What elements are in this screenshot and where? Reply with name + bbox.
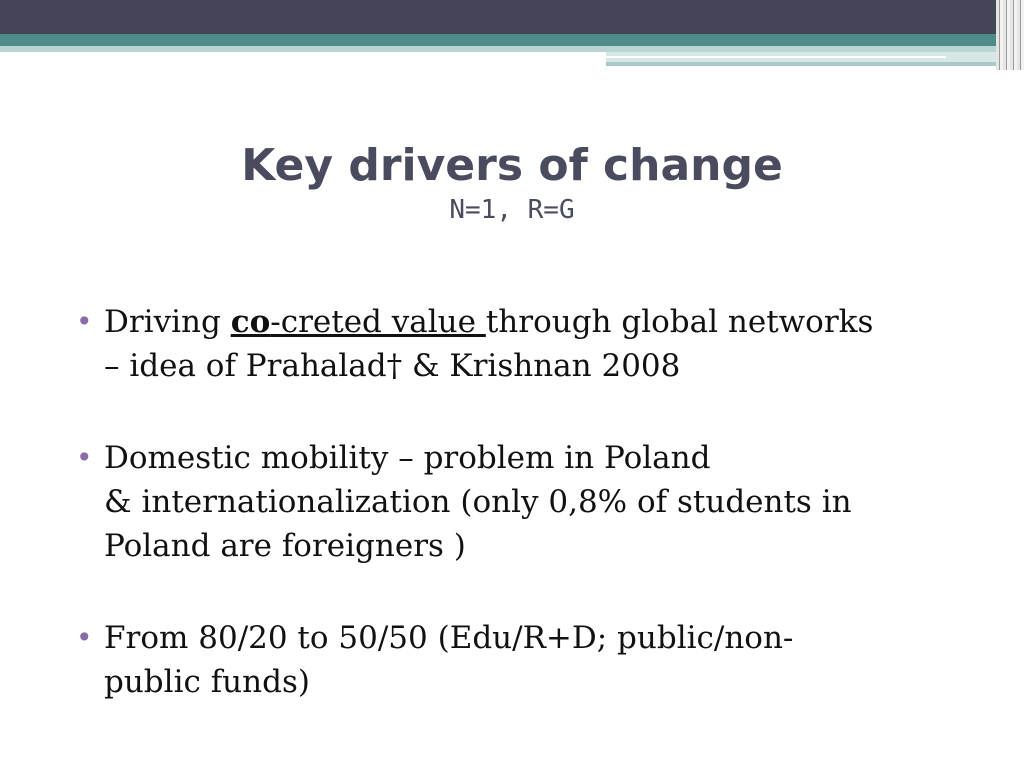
bullet-text-bold-underlined: co: [230, 304, 271, 340]
header-accent-line-lower: [606, 62, 1000, 66]
bullet-text: Driving: [104, 304, 231, 340]
bullet-text: – idea of Prahalad† & Krishnan 2008: [104, 348, 681, 384]
bullet-text: Domestic mobility – problem in Poland: [104, 440, 711, 476]
title-block: [0, 140, 1024, 228]
bullet-text: From 80/20 to 50/50 (Edu/R+D; public/non-: [104, 620, 794, 656]
bullet-text: & internationalization (only 0,8% of students in: [104, 484, 852, 520]
bullet-icon: •: [76, 305, 93, 338]
header-dark-band: [0, 0, 1024, 34]
bullet-text: through global networks: [485, 304, 874, 340]
slide-subtitle: N=1, R=G: [449, 195, 575, 225]
header-teal-band: [0, 34, 1024, 46]
header-accent-line-highlight: [606, 56, 946, 58]
bullet-text: public funds): [104, 664, 310, 700]
bullet-item: [72, 436, 972, 568]
bullet-list: [72, 300, 972, 752]
bullet-text-underlined: -creted value: [270, 304, 486, 340]
bullet-icon: •: [76, 441, 93, 474]
bullet-icon: •: [76, 621, 93, 654]
bullet-item: [72, 616, 972, 704]
header-stripes: [996, 0, 1024, 70]
slide-title: Key drivers of change: [241, 140, 783, 191]
bullet-text: Poland are foreigners ): [104, 528, 466, 564]
bullet-item: [72, 300, 972, 388]
